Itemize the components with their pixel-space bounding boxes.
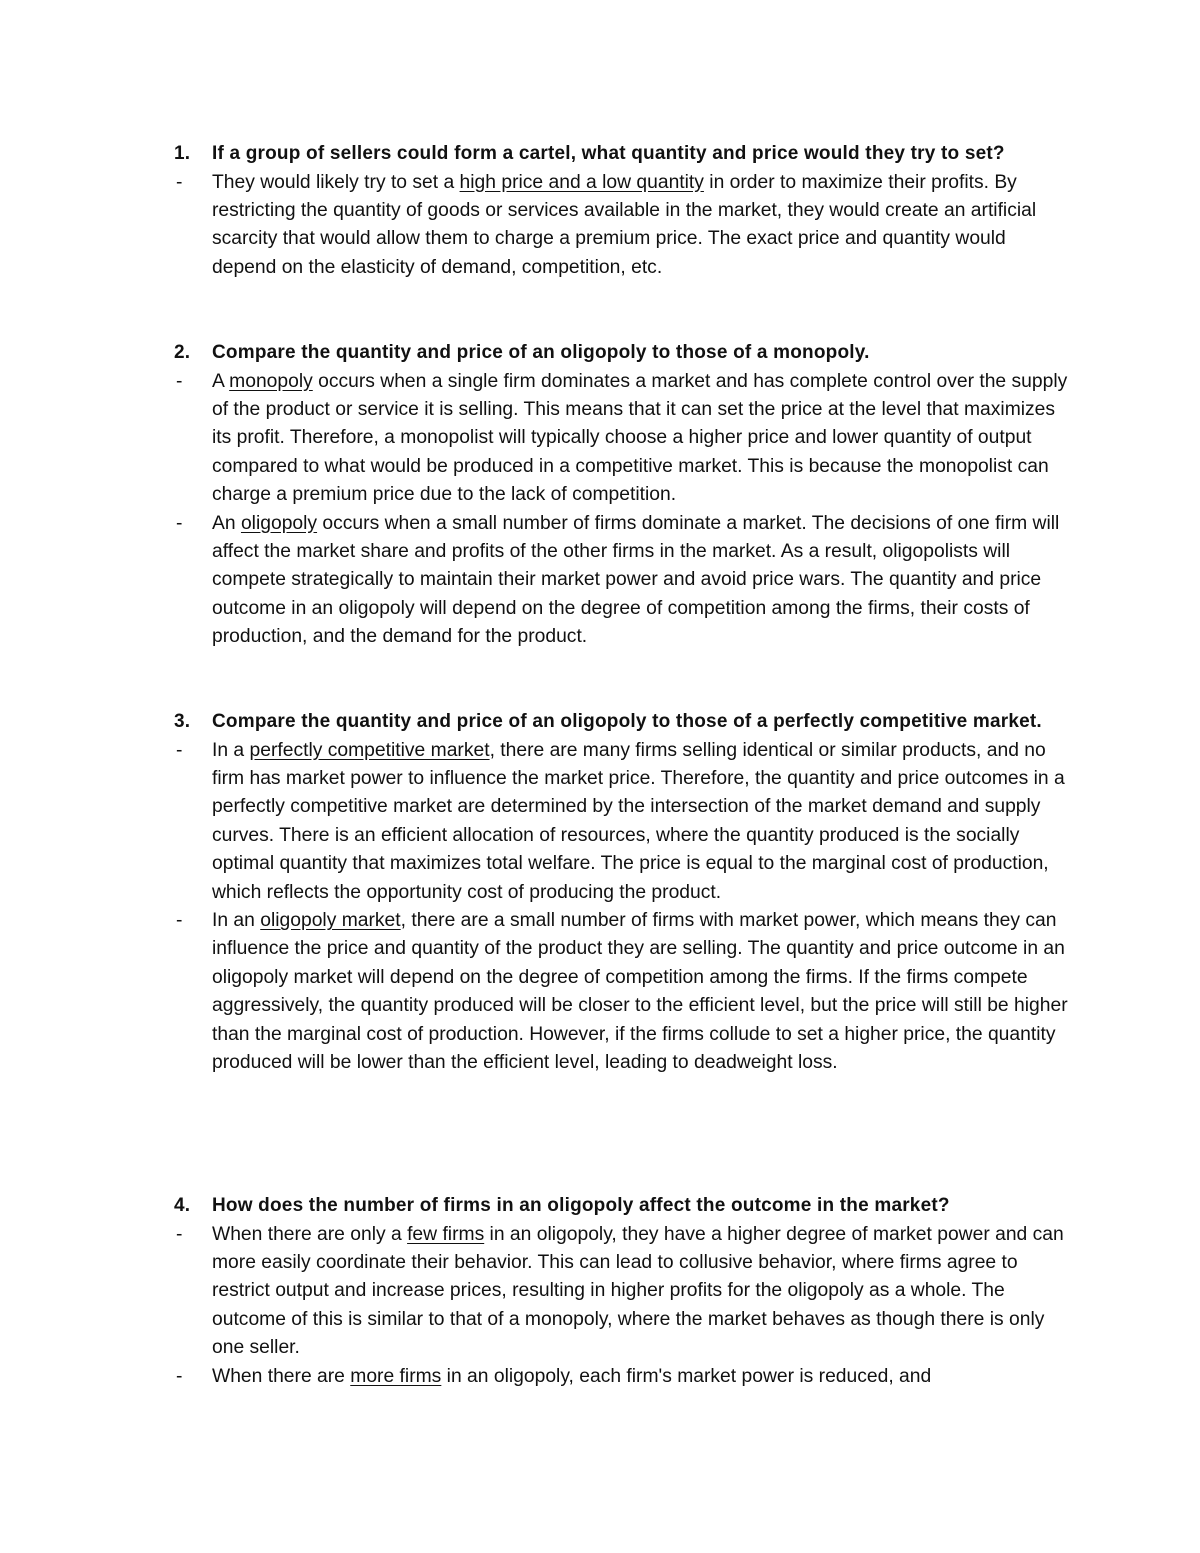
question-text: Compare the quantity and price of an oligopoly to those of a monopoly. — [212, 342, 870, 363]
question-heading — [174, 708, 1074, 737]
answer-item — [174, 737, 1074, 907]
answer-text: , there are a small number of firms with market power, which means they can influence the price and quantity of the product they are selling. The quantity and price outcome in an oligopoly market will depend on the degree of competition among the firms. If the firms compete aggressively, the quantity produced will be closer to the efficient level, but the price will still be higher than the marginal cost of production. However, if the firms collude to set a higher price, the quantity produced will be lower than the efficient level, leading to deadweight loss. — [212, 909, 1068, 1073]
bullet-dash: - — [176, 1365, 183, 1387]
question-heading — [174, 1192, 1074, 1221]
answer-item — [174, 1221, 1074, 1363]
key-term: oligopoly market — [260, 909, 401, 931]
answer-text: In an — [212, 909, 261, 931]
bullet-dash: - — [176, 739, 183, 761]
answer-text: When there are — [212, 1365, 351, 1387]
question-text: Compare the quantity and price of an oligopoly to those of a perfectly competitive market. — [212, 711, 1042, 732]
key-term: few firms — [407, 1223, 485, 1245]
question-text: If a group of sellers could form a cartel, what quantity and price would they try to set? — [212, 143, 1005, 164]
answer-text: A — [212, 370, 230, 392]
question-4 — [174, 1192, 1074, 1391]
answer-item — [174, 907, 1074, 1077]
answer-text: in an oligopoly, they have a higher degree of market power and can more easily coordinate their behavior. This can lead to collusive behavior, where firms agree to restrict output and increase prices, resulting in higher profits for the oligopoly as a whole. The outcome of this is similar to that of a monopoly, where the market behaves as though there is only one seller. — [212, 1223, 1064, 1359]
answer-text: When there are only a — [212, 1223, 408, 1245]
answer-item — [174, 169, 1074, 283]
bullet-dash: - — [176, 909, 183, 931]
question-number: 4. — [174, 1195, 191, 1216]
question-1 — [174, 140, 1074, 282]
question-2 — [174, 339, 1074, 652]
question-number: 2. — [174, 342, 191, 363]
question-text: How does the number of firms in an oligopoly affect the outcome in the market? — [212, 1195, 950, 1216]
key-term: perfectly competitive market — [249, 739, 490, 761]
question-3 — [174, 708, 1074, 1077]
answer-item — [174, 510, 1074, 652]
answer-text: occurs when a small number of firms dominate a market. The decisions of one firm will affect the market share and profits of the other firms in the market. As a result, oligopolists will compete strategically to maintain their market power and avoid price wars. The quantity and price outcome in an oligopoly will depend on the degree of competition among the firms, their costs of production, and the demand for the product. — [212, 512, 1060, 648]
answer-item — [174, 1363, 1074, 1391]
answer-item — [174, 368, 1074, 510]
key-term: monopoly — [229, 370, 313, 392]
answer-text: in order to maximize their profits. By restricting the quantity of goods or services available in the market, they would create an artificial scarcity that would allow them to charge a premium price. The exact price and quantity would depend on the elasticity of demand, competition, etc. — [212, 171, 1037, 278]
key-term: more firms — [350, 1365, 442, 1387]
answer-text: occurs when a single firm dominates a market and has complete control over the supply of the product or service it is selling. This means that it can set the price at the level that maximizes its profit. Therefore, a monopolist will typically choose a higher price and lower quantity of output compared to what would be produced in a competitive market. This is because the monopolist can charge a premium price due to the lack of competition. — [212, 370, 1068, 506]
answer-text: In a — [212, 739, 250, 761]
bullet-dash: - — [176, 370, 183, 392]
answer-text: They would likely try to set a — [212, 171, 460, 193]
question-number: 1. — [174, 143, 191, 164]
bullet-dash: - — [176, 171, 183, 193]
answer-text: in an oligopoly, each firm's market power is reduced, and — [441, 1365, 932, 1387]
bullet-dash: - — [176, 1223, 183, 1245]
question-number: 3. — [174, 711, 191, 732]
answer-text: , there are many firms selling identical or similar products, and no firm has market power to influence the market price. Therefore, the quantity and price outcomes in a perfectly competitive market are determined by the intersection of the market demand and supply curves. There is an efficient allocation of resources, where the quantity produced is the socially optimal quantity that maximizes total welfare. The price is equal to the marginal cost of production, which reflects the opportunity cost of producing the product. — [212, 739, 1065, 903]
bullet-dash: - — [176, 512, 183, 534]
answer-text: An — [212, 512, 241, 534]
key-term: oligopoly — [240, 512, 318, 534]
question-heading — [174, 339, 1074, 368]
key-term: high price and a low quantity — [459, 171, 704, 193]
question-heading — [174, 140, 1074, 169]
